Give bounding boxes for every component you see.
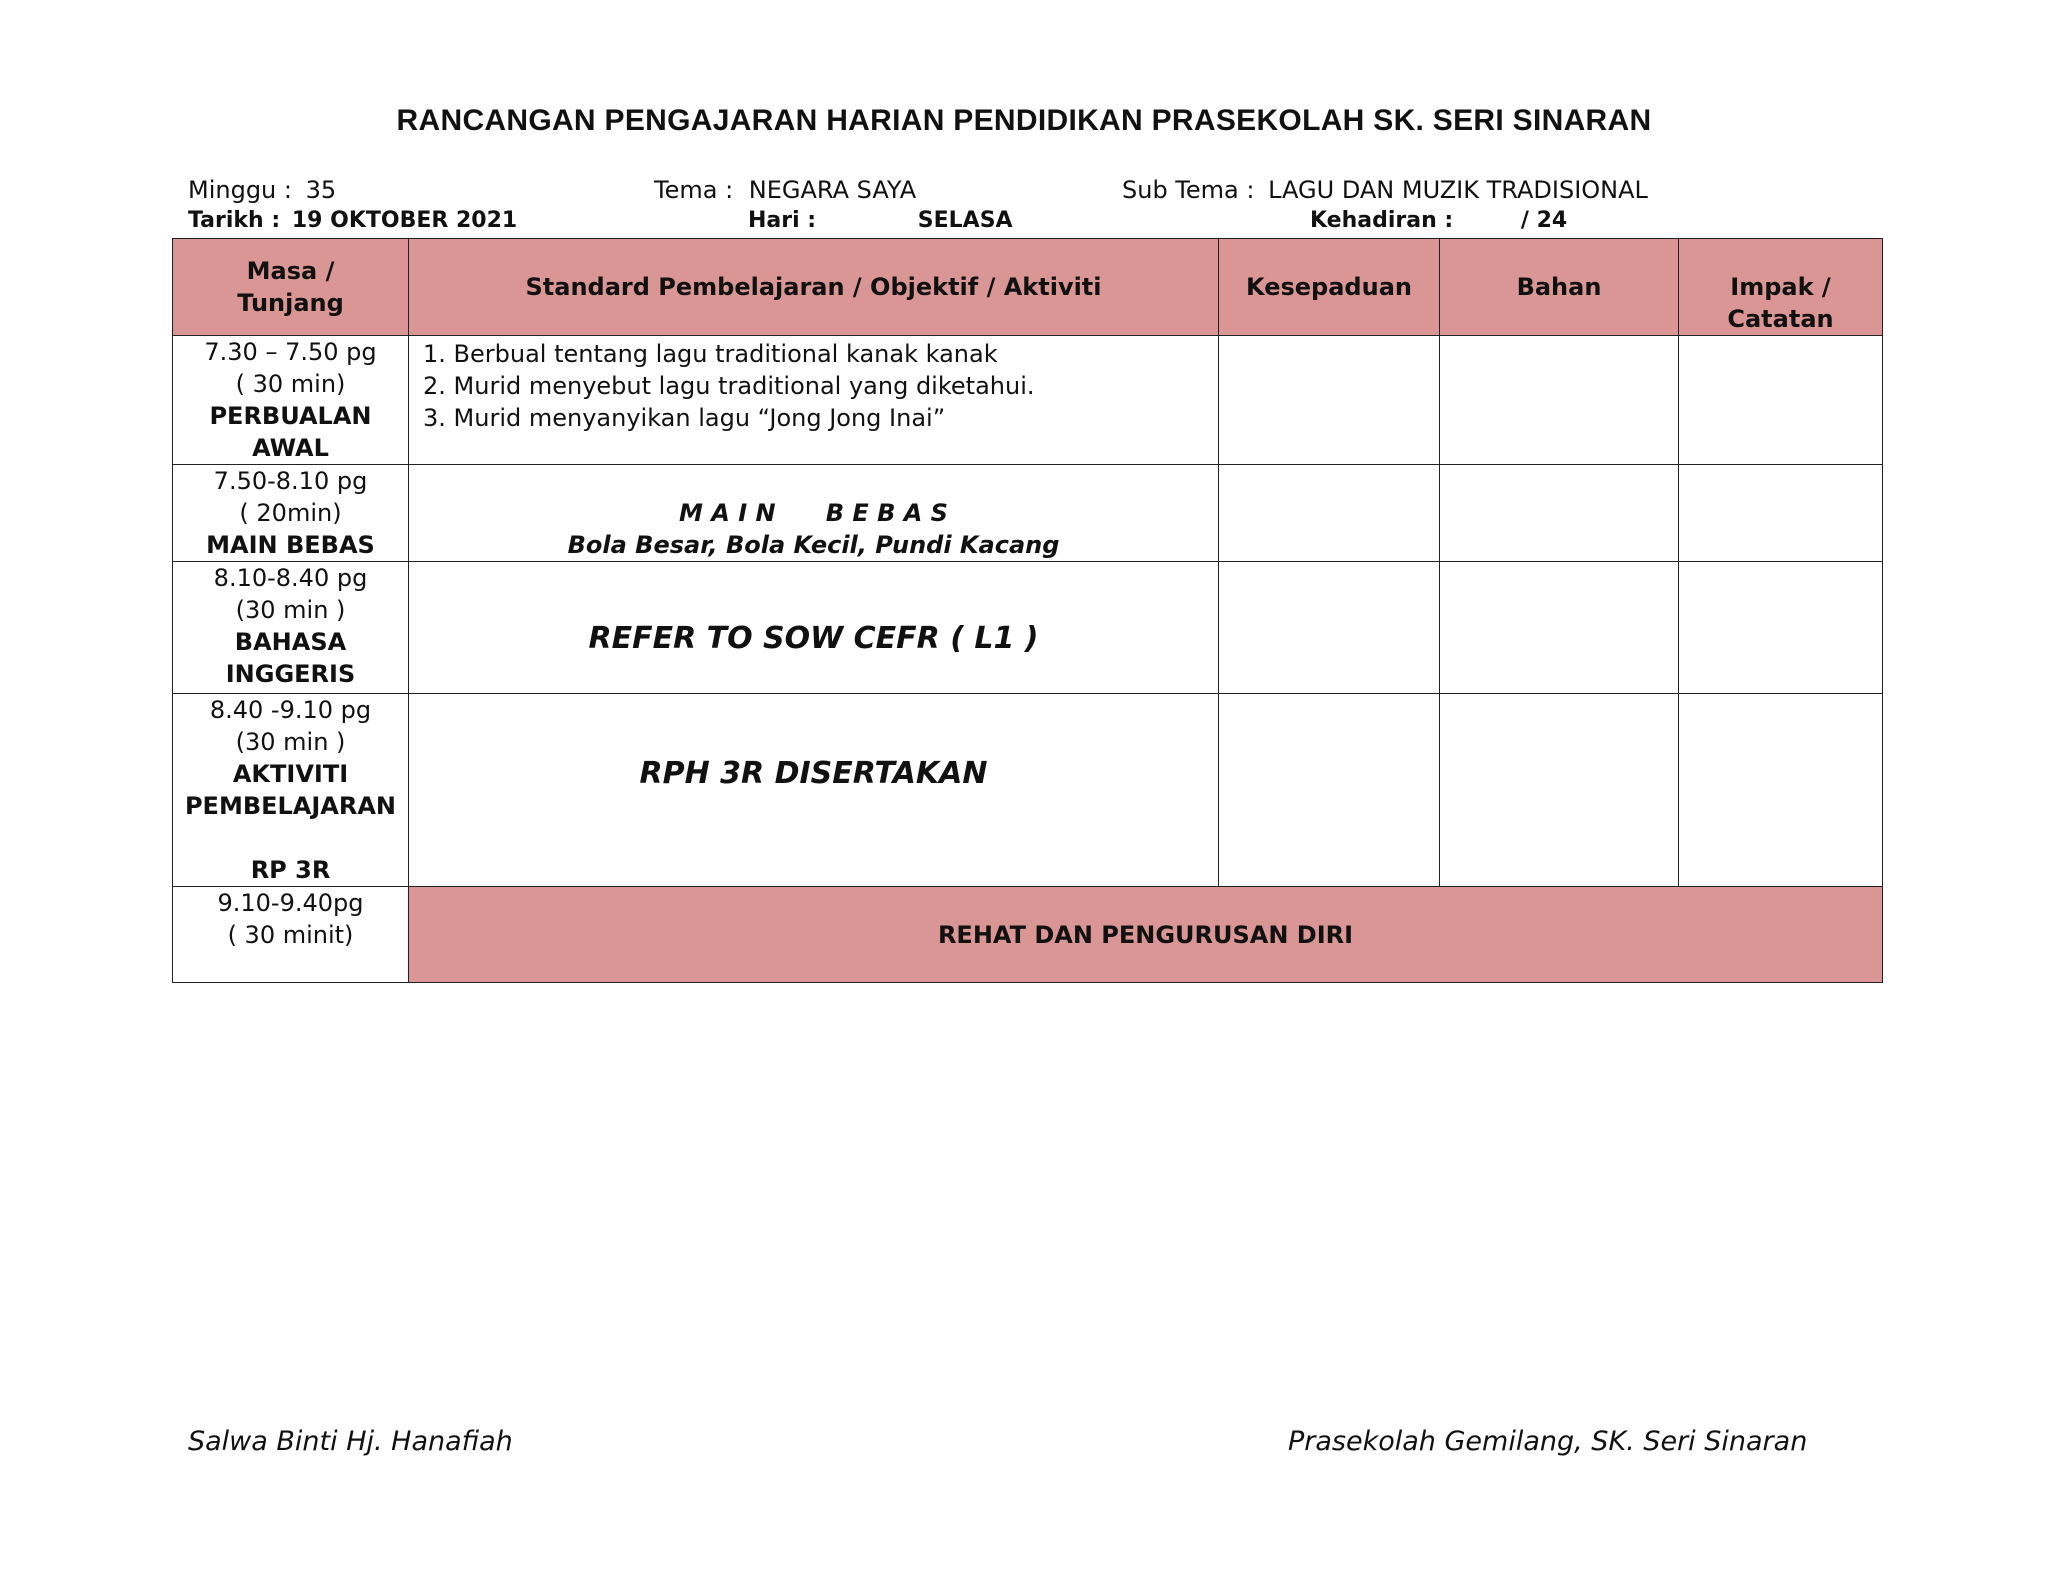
minggu bbox=[188, 176, 336, 204]
minggu-value: 35 bbox=[305, 176, 337, 204]
duration: (30 min ) bbox=[235, 596, 346, 624]
header-kesepaduan: Kesepaduan bbox=[1219, 239, 1440, 336]
activity-note: REFER TO SOW CEFR ( L1 ) bbox=[588, 620, 1039, 656]
school-signature: Prasekolah Gemilang, SK. Seri Sinaran bbox=[1288, 1426, 1808, 1457]
activity-note: RPH 3R DISERTAKAN bbox=[639, 756, 988, 791]
kehadiran-value: / 24 bbox=[1520, 208, 1568, 233]
header-bahan: Bahan bbox=[1440, 239, 1679, 336]
tarikh-label: Tarikh : bbox=[188, 208, 281, 233]
impak-cell bbox=[1679, 336, 1883, 465]
tema-value: NEGARA SAYA bbox=[748, 176, 917, 204]
header-standard: Standard Pembelajaran / Objektif / Aktiviti bbox=[409, 239, 1219, 336]
time-range: 9.10-9.40pg bbox=[217, 889, 364, 917]
impak-cell bbox=[1679, 694, 1883, 887]
impak-cell bbox=[1679, 562, 1883, 694]
activity-cell bbox=[409, 465, 1219, 562]
time-range: 7.30 – 7.50 pg bbox=[204, 338, 377, 366]
tunjang-line: AWAL bbox=[252, 434, 329, 462]
duration: ( 30 minit) bbox=[227, 921, 354, 949]
list-item: 1. Berbual tentang lagu traditional kanak kanak bbox=[423, 340, 998, 368]
subtema bbox=[1122, 176, 1648, 204]
tunjang-line: RP 3R bbox=[250, 856, 331, 884]
hari bbox=[748, 208, 1013, 233]
bahan-cell bbox=[1440, 694, 1679, 887]
time-cell bbox=[173, 694, 409, 887]
teacher-signature: Salwa Binti Hj. Hanafiah bbox=[188, 1426, 513, 1457]
table-row bbox=[173, 562, 1883, 694]
hari-value: SELASA bbox=[917, 208, 1013, 233]
document-title: RANCANGAN PENGAJARAN HARIAN PENDIDIKAN PRASEKOLAH SK. SERI SINARAN bbox=[396, 104, 1652, 137]
kesepaduan-cell bbox=[1219, 336, 1440, 465]
header-masa-line1: Masa / bbox=[246, 257, 335, 285]
activity-heading: M A I N B E B A S bbox=[679, 499, 948, 527]
time-cell bbox=[173, 465, 409, 562]
tunjang-line: INGGERIS bbox=[225, 660, 356, 688]
list-item: 3. Murid menyanyikan lagu “Jong Jong Inai” bbox=[423, 404, 946, 432]
header-masa-line2: Tunjang bbox=[237, 289, 344, 317]
subtema-label: Sub Tema : bbox=[1122, 176, 1255, 204]
activity-cell bbox=[409, 336, 1219, 465]
header-masa bbox=[173, 239, 409, 336]
time-cell bbox=[173, 887, 409, 983]
table-row bbox=[173, 887, 1883, 983]
table-header-row bbox=[173, 239, 1883, 336]
tunjang-line: PEMBELAJARAN bbox=[184, 792, 397, 820]
kesepaduan-cell bbox=[1219, 465, 1440, 562]
activity-cell bbox=[409, 562, 1219, 694]
table-row bbox=[173, 694, 1883, 887]
subtema-value: LAGU DAN MUZIK TRADISIONAL bbox=[1268, 176, 1648, 204]
duration: (30 min ) bbox=[235, 728, 346, 756]
bahan-cell bbox=[1440, 465, 1679, 562]
tema-label: Tema : bbox=[654, 176, 734, 204]
tarikh bbox=[188, 208, 517, 233]
tunjang-line: BAHASA bbox=[234, 628, 347, 656]
rehat-cell: REHAT DAN PENGURUSAN DIRI bbox=[409, 887, 1883, 983]
time-range: 8.40 -9.10 pg bbox=[209, 696, 372, 724]
table-row bbox=[173, 336, 1883, 465]
time-cell bbox=[173, 562, 409, 694]
time-range: 7.50-8.10 pg bbox=[213, 467, 368, 495]
kehadiran-label: Kehadiran : bbox=[1310, 208, 1454, 233]
list-item: 2. Murid menyebut lagu traditional yang diketahui. bbox=[423, 372, 1035, 400]
activity-cell bbox=[409, 694, 1219, 887]
tunjang-line: MAIN BEBAS bbox=[206, 531, 375, 559]
header-impak-line2: Catatan bbox=[1727, 305, 1834, 333]
header-impak-line1: Impak / bbox=[1730, 273, 1831, 301]
duration: ( 30 min) bbox=[235, 370, 346, 398]
tunjang-line: PERBUALAN bbox=[209, 402, 372, 430]
tema bbox=[654, 176, 916, 204]
kesepaduan-cell bbox=[1219, 694, 1440, 887]
time-cell bbox=[173, 336, 409, 465]
time-range: 8.10-8.40 pg bbox=[213, 564, 368, 592]
bahan-cell bbox=[1440, 336, 1679, 465]
bahan-cell bbox=[1440, 562, 1679, 694]
tarikh-value: 19 OKTOBER 2021 bbox=[291, 208, 518, 233]
duration: ( 20min) bbox=[239, 499, 342, 527]
minggu-label: Minggu : bbox=[188, 176, 292, 204]
kesepaduan-cell bbox=[1219, 562, 1440, 694]
lesson-plan-table bbox=[172, 238, 1883, 983]
activity-materials: Bola Besar, Bola Kecil, Pundi Kacang bbox=[567, 531, 1060, 559]
table-row bbox=[173, 465, 1883, 562]
impak-cell bbox=[1679, 465, 1883, 562]
kehadiran bbox=[1310, 208, 1567, 233]
header-impak bbox=[1679, 239, 1883, 336]
tunjang-line: AKTIVITI bbox=[232, 760, 349, 788]
hari-label: Hari : bbox=[748, 208, 817, 233]
